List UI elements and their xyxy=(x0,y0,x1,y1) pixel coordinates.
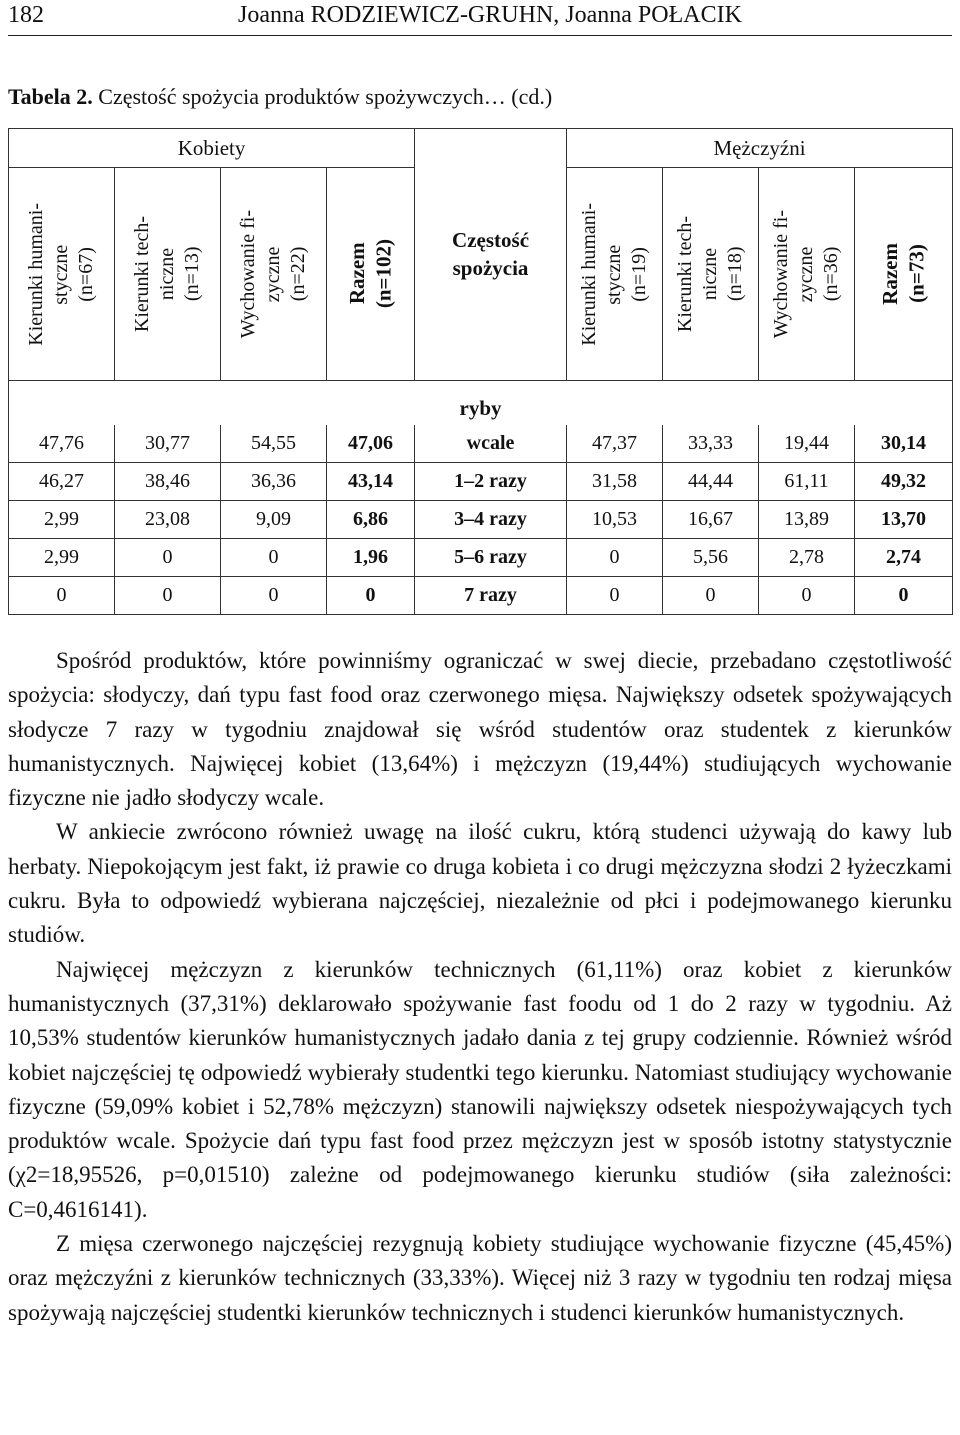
table-cell: 0 xyxy=(759,577,855,615)
freq-header-cell xyxy=(415,129,567,381)
table-cell-total: 0 xyxy=(855,577,953,615)
table-cell-total: 47,06 xyxy=(327,425,415,463)
table-title: Częstość spożycia produktów spożywczych… (cd.) xyxy=(92,84,553,109)
col-header-women-0: Kierunki humani- styczne (n=67) xyxy=(9,168,115,381)
table-cell-total: 13,70 xyxy=(855,501,953,539)
table-cell-total: 43,14 xyxy=(327,463,415,501)
group-women: Kobiety xyxy=(9,129,415,168)
table-cell: 54,55 xyxy=(221,425,327,463)
freq-header: Częstość spożycia xyxy=(452,228,530,280)
table-caption xyxy=(8,84,552,110)
table-cell: 44,44 xyxy=(663,463,759,501)
table-row xyxy=(9,425,953,463)
table-cell-frequency: wcale xyxy=(415,425,567,463)
paragraph: Spośród produktów, które powinniśmy ograniczać w swej diecie, przebadano częstotliwość spożycia: słodyczy, dań typu fast food oraz czerwonego mięsa. Największy odsetek spożywających słodycze 7 razy w tygodniu znajdował się wśród studentów oraz studentek z kierunków humanistycznych. Najwięcej kobiet (13,64%) i mężczyzn (19,44%) studiujących wychowanie fizyczne nie jadło słodyczy wcale. xyxy=(8,648,952,811)
table-cell: 9,09 xyxy=(221,501,327,539)
table-cell: 0 xyxy=(567,539,663,577)
table-cell: 0 xyxy=(663,577,759,615)
table-cell-frequency: 5–6 razy xyxy=(415,539,567,577)
table-cell: 23,08 xyxy=(115,501,221,539)
body-text xyxy=(8,644,952,1330)
col-header-men-1: Kierunki tech- niczne (n=18) xyxy=(663,168,759,381)
table-cell: 47,37 xyxy=(567,425,663,463)
header-rule xyxy=(8,35,952,36)
table-cell: 38,46 xyxy=(115,463,221,501)
col-header-men-2: Wychowanie fi- zyczne (n=36) xyxy=(759,168,855,381)
paragraph: Najwięcej mężczyzn z kierunków technicznych (61,11%) oraz kobiet z kierunków humanistycznych (37,31%) deklarowało spożywanie fast foodu od 1 do 2 razy w tygodniu. Aż 10,53% studentów kierunków humanistycznych jadało dania z tej grupy codziennie. Również wśród kobiet najczęściej tę odpowiedź wybierały studentki tego kierunku. Natomiast studiujący wychowanie fizyczne (59,09% kobiet i 52,78% mężczyzn) stanowili największy odsetek niespożywających tych produktów wcale. Spożycie dań typu fast food przez mężczyzn jest w sposób istotny statystycznie (χ2=18,95526, p=0,01510) zależne od podejmowanego kierunku studiów (siła zależności: C=0,4616141). xyxy=(8,956,952,1222)
table-cell: 31,58 xyxy=(567,463,663,501)
table-cell: 46,27 xyxy=(9,463,115,501)
group-men: Mężczyźni xyxy=(567,129,953,168)
frequency-table xyxy=(8,128,953,615)
table-row xyxy=(9,539,953,577)
table-cell: 0 xyxy=(115,577,221,615)
table-cell: 61,11 xyxy=(759,463,855,501)
table-label: Tabela 2. xyxy=(8,84,93,109)
table-cell: 2,78 xyxy=(759,539,855,577)
table-row xyxy=(9,577,953,615)
table-cell: 30,77 xyxy=(115,425,221,463)
col-header-women-3: Razem (n=102) xyxy=(327,168,415,381)
table-cell: 36,36 xyxy=(221,463,327,501)
col-header-men-0: Kierunki humani- styczne (n=19) xyxy=(567,168,663,381)
table-cell: 2,99 xyxy=(9,501,115,539)
table-row xyxy=(9,501,953,539)
table-cell: 33,33 xyxy=(663,425,759,463)
table-cell: 47,76 xyxy=(9,425,115,463)
table-cell: 10,53 xyxy=(567,501,663,539)
table-cell: 0 xyxy=(567,577,663,615)
page-header xyxy=(8,0,952,38)
table-cell: 0 xyxy=(221,539,327,577)
table-cell-total: 1,96 xyxy=(327,539,415,577)
section-label: ryby xyxy=(9,381,953,426)
col-header-women-2: Wychowanie fi- zyczne (n=22) xyxy=(221,168,327,381)
paragraph: Z mięsa czerwonego najczęściej rezygnują kobiety studiujące wychowanie fizyczne (45,45%) oraz mężczyźni z kierunków technicznych (33,33%). Więcej niż 3 razy w tygodniu ten rodzaj mięsa spożywają najczęściej studentki kierunków technicznych i studenci kierunków humanistycznych. xyxy=(8,1231,952,1325)
table-cell-total: 0 xyxy=(327,577,415,615)
col-header-women-1: Kierunki tech- niczne (n=13) xyxy=(115,168,221,381)
table-cell-frequency: 3–4 razy xyxy=(415,501,567,539)
table-cell: 13,89 xyxy=(759,501,855,539)
table-cell: 5,56 xyxy=(663,539,759,577)
table-cell-total: 6,86 xyxy=(327,501,415,539)
table-cell-total: 49,32 xyxy=(855,463,953,501)
table-cell-total: 30,14 xyxy=(855,425,953,463)
paragraph: W ankiecie zwrócono również uwagę na ilość cukru, którą studenci używają do kawy lub herbaty. Niepokojącym jest fakt, iż prawie co druga kobieta i co drugi mężczyzna słodzi 2 łyżeczkami cukru. Była to odpowiedź wybierana najczęściej, niezależnie od płci i podejmowanego kierunku studiów. xyxy=(8,819,952,948)
table-cell-frequency: 1–2 razy xyxy=(415,463,567,501)
section-row xyxy=(9,381,953,426)
running-head-authors: Joanna RODZIEWICZ-GRUHN, Joanna POŁACIK xyxy=(238,2,742,28)
table-row xyxy=(9,463,953,501)
col-header-men-3: Razem (n=73) xyxy=(855,168,953,381)
table-cell: 0 xyxy=(9,577,115,615)
group-header-row xyxy=(9,129,953,168)
table-cell-total: 2,74 xyxy=(855,539,953,577)
table-cell: 2,99 xyxy=(9,539,115,577)
table-cell: 19,44 xyxy=(759,425,855,463)
table-cell: 0 xyxy=(221,577,327,615)
table-cell-frequency: 7 razy xyxy=(415,577,567,615)
page-number: 182 xyxy=(8,2,44,28)
table-cell: 0 xyxy=(115,539,221,577)
table-cell: 16,67 xyxy=(663,501,759,539)
